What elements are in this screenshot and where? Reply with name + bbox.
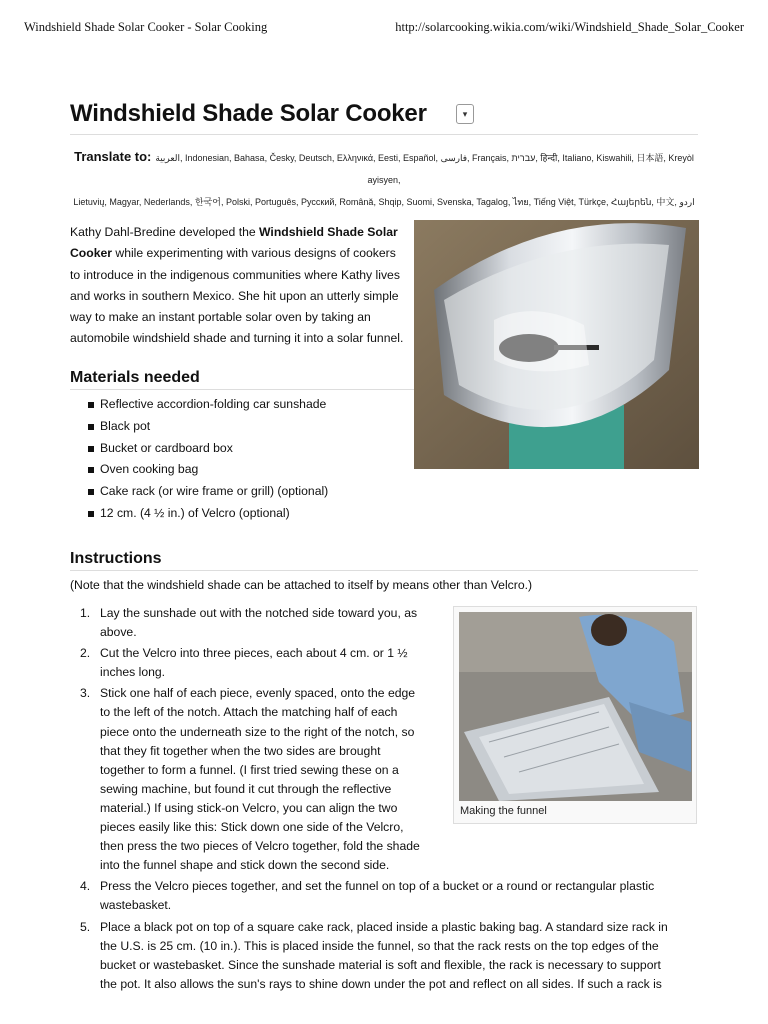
title-divider — [70, 134, 698, 135]
step-number: 3. — [80, 686, 91, 701]
instructions-note: (Note that the windshield shade can be attached to itself by means other than Velcro.) — [70, 578, 533, 592]
list-item: Cake rack (or wire frame or grill) (optional) — [88, 481, 328, 503]
list-item: 12 cm. (4 ½ in.) of Velcro (optional) — [88, 503, 328, 525]
step-text: Place a black pot on top of a square cake rack, placed inside a plastic baking bag. A standard size rack in — [100, 919, 668, 934]
materials-divider — [70, 389, 414, 390]
step-text: Lay the sunshade out with the notched side toward you, as — [100, 606, 418, 620]
instructions-heading: Instructions — [70, 550, 162, 567]
intro-bold-link-2[interactable]: Cooker — [70, 246, 112, 261]
materials-heading: Materials needed — [70, 369, 200, 386]
translate-languages-line2[interactable]: Lietuvių, Magyar, Nederlands, 한국어, Polski, Português, Русский, Română, Shqip, Suomi, Svenska, Tagalog, ไทย, Tiếng Việt, Türkçe, Հայերեն, 中文, اردو — [73, 197, 695, 207]
list-item — [70, 684, 438, 875]
print-header — [24, 20, 744, 38]
step-number: 1. — [80, 606, 91, 620]
step-text: piece onto the underneath size to the right of the notch, so — [100, 724, 415, 739]
intro-text: and works in southern Mexico. She hit upon an utterly simple — [70, 288, 399, 303]
list-item — [70, 644, 438, 682]
step-text: into the funnel shape and stick down the second side. — [100, 858, 390, 873]
intro-text: automobile windshield shade and turning it into a solar funnel. — [70, 331, 404, 346]
step-number: 5. — [80, 919, 91, 934]
intro-text: Kathy Dahl-Bredine developed the — [70, 225, 260, 239]
step-text: wastebasket. — [100, 898, 172, 913]
step-text: material.) If using stick-on Velcro, you can align the two — [100, 800, 398, 815]
step-text: Stick one half of each piece, evenly spaced, onto the edge — [100, 686, 416, 701]
figure-caption: Making the funnel — [460, 805, 547, 817]
cooker-photo[interactable] — [414, 220, 699, 469]
translate-languages-line1[interactable]: العربية, Indonesian, Bahasa, Česky, Deutsch, Ελληνικά, Eesti, Español, فارسی, Français, עברית, हिन्दी, Italiano, Kiswahili, 日本語, Kreyòl ayisyen, — [155, 153, 694, 185]
materials-list — [88, 394, 328, 525]
step-text: inches long. — [100, 665, 166, 680]
step-text: to the left of the notch. Attach the matching half of each — [100, 705, 398, 720]
intro-text: to introduce in the indigenous communities where Kathy lives — [70, 267, 400, 282]
print-page-title: Windshield Shade Solar Cooker - Solar Cooking — [24, 20, 268, 34]
page-title: Windshield Shade Solar Cooker — [70, 100, 427, 127]
translate-bar — [70, 146, 698, 213]
list-item — [70, 877, 698, 915]
step-number: 2. — [80, 646, 91, 661]
step-text: the pot. It also allows the sun's rays to shine down under the pot and reflect on all sides. If such a rack is — [100, 976, 662, 991]
list-item: Black pot — [88, 416, 328, 438]
step-text: pieces easily like this: Stick down one side of the Velcro, — [100, 820, 404, 835]
step-text: sewing machine, but found it cut through the reflective — [100, 781, 392, 796]
step-text: the U.S. is 25 cm. (10 in.). This is placed inside the funnel, so that the rack rests on the top edges of the — [100, 938, 659, 953]
chevron-down-icon: ▾ — [462, 108, 468, 119]
intro-paragraph — [70, 222, 406, 350]
list-item: Bucket or cardboard box — [88, 438, 328, 460]
list-item — [70, 918, 698, 994]
step-text: Cut the Velcro into three pieces, each about 4 cm. or 1 ½ — [100, 646, 408, 661]
title-dropdown-button[interactable] — [456, 104, 474, 124]
print-page-url[interactable]: http://solarcooking.wikia.com/wiki/Windshield_Shade_Solar_Cooker — [395, 20, 744, 34]
step-text: bucket or wastebasket. Since the sunshade material is soft and flexible, the rack is necessary to support — [100, 957, 661, 972]
list-item — [70, 604, 438, 642]
intro-text: while experimenting with various designs of cookers — [112, 246, 396, 261]
intro-text: way to make an instant portable solar oven by taking an — [70, 310, 371, 325]
list-item: Oven cooking bag — [88, 459, 328, 481]
list-item: Reflective accordion-folding car sunshade — [88, 394, 328, 416]
step-text: then press the two pieces of Velcro together, fold the shade — [100, 839, 420, 854]
step-text: above. — [100, 625, 137, 640]
cooker-photo-image — [414, 220, 699, 469]
instructions-steps — [70, 604, 698, 994]
step-text: Press the Velcro pieces together, and set the funnel on top of a bucket or a round or rectangular plastic — [100, 879, 655, 894]
step-text: together to form a funnel. (I first tried sewing these on a — [100, 762, 399, 777]
translate-label: Translate to: — [74, 149, 152, 164]
step-number: 4. — [80, 879, 91, 894]
step-text: that they fit together when the two sides are brought — [100, 743, 381, 758]
intro-bold-link[interactable]: Windshield Shade Solar — [259, 225, 398, 239]
instructions-divider — [70, 570, 698, 571]
